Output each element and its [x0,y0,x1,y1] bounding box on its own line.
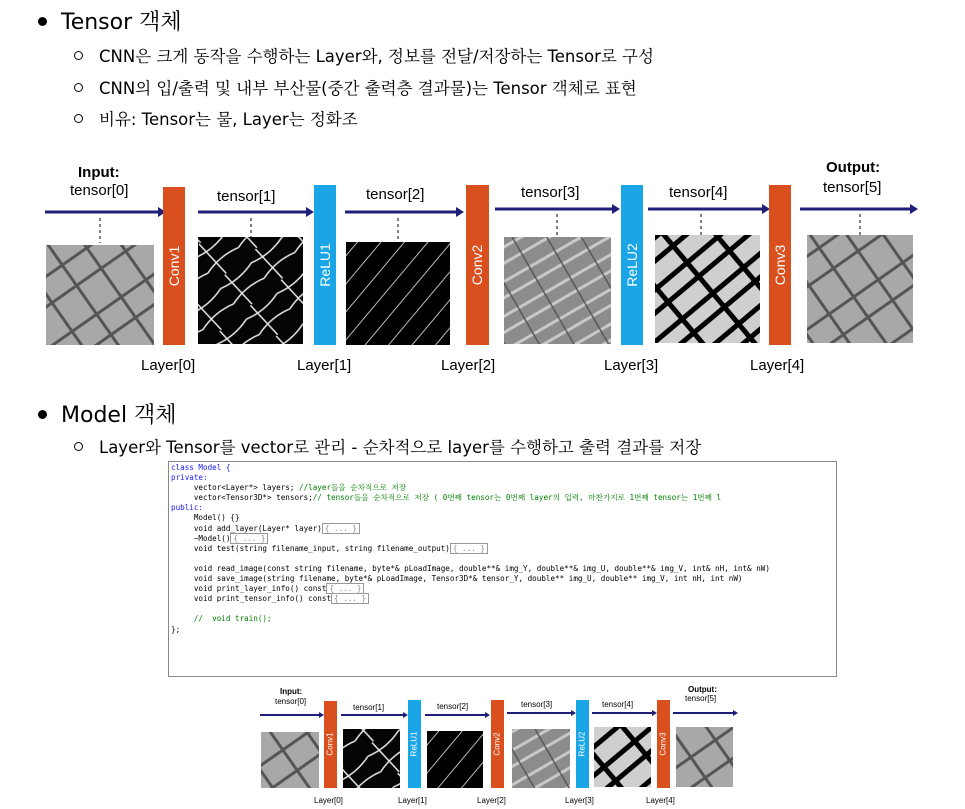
tensor-label-4: tensor[4] [669,184,728,201]
layer-name-conv3-small: Conv3 [658,732,668,756]
code-line: ~Model() [193,533,231,543]
collapsed-block[interactable]: { ... } [331,593,369,604]
tensor0-image [46,245,154,345]
bullet-ring [74,51,83,60]
code-line: vector<Layer*> layers; [193,483,300,493]
layer-index-4-small: Layer[4] [646,796,675,805]
bullet-ring [74,442,83,451]
collapsed-block[interactable]: { ... } [326,583,364,594]
input-label: Input: [78,164,120,181]
code-text [171,463,770,635]
layer-index-1-small: Layer[1] [398,796,427,805]
collapsed-block[interactable]: { ... } [322,523,360,534]
layer-index-1: Layer[1] [297,357,352,374]
sub-bullet [74,434,701,458]
tensor-label-1: tensor[1] [217,188,276,205]
output-label: Output: [826,159,881,176]
tensor-label-2: tensor[2] [366,186,425,203]
tensor1-thumb [343,729,400,788]
code-line: }; [171,624,181,634]
tensor2-image [346,242,450,345]
layer-name-conv3: Conv3 [772,244,788,286]
layer-name-conv1-small: Conv1 [325,732,335,756]
tensor-label-3-small: tensor[3] [521,700,553,709]
tensor-label-5-small: tensor[5] [685,694,717,703]
bullet-text: Layer와 Tensor를 vector로 관리 - 순차적으로 layer를 수행하고 출력 결과를 저장 [99,438,702,457]
bullet-ring [74,114,83,123]
sub-bullet [74,106,358,130]
sub-bullet [74,43,654,67]
layer-index-2-small: Layer[2] [477,796,506,805]
code-comment: // tensor들을 순차적으로 저장 ( 0번째 tensor는 0번째 layer의 입력, 마찬가지로 1번째 tensor는 1번째 l [312,493,722,503]
heading-text: Tensor 객체 [61,10,182,35]
layer-name-relu2-small: ReLU2 [577,731,587,757]
tensor4-thumb [594,727,651,787]
bullet-text: CNN은 크게 동작을 수행하는 Layer와, 정보를 전달/저장하는 Tensor로 구성 [99,47,654,66]
code-line: class Model { [171,463,231,472]
section-heading-tensor [38,5,182,36]
layer-index-4: Layer[4] [750,357,805,374]
code-line: void save_image(string filename, byte*& pLoadImage, Tensor3D*& tensor_Y, double** img_U, double** img_V, int nH, int nW) [193,574,743,584]
bullet-text: CNN의 입/출력 및 내부 부산물(중간 출력층 결과물)는 Tensor 객체로 표현 [99,79,637,98]
tensor4-image [655,235,760,343]
code-line: void print_tensor_info() const [193,594,332,604]
tensor1-image [198,237,303,344]
tensor-label-2-small: tensor[2] [437,702,469,711]
code-comment: // void train(); [193,614,272,624]
bullet-ring [74,83,83,92]
tensor5-image [807,235,913,343]
tensor3-thumb [512,729,570,788]
layer-name-relu1-small: ReLU1 [409,731,419,757]
layer-name-conv2-small: Conv2 [492,732,502,756]
collapsed-block[interactable]: { ... } [450,543,488,554]
tensor-label-0-small: tensor[0] [275,697,307,706]
layer-index-0-small: Layer[0] [314,796,343,805]
code-panel [168,461,837,677]
tensor-label-1-small: tensor[1] [353,703,385,712]
code-comment: //layer들을 순차적으로 저장 [299,483,407,493]
code-line: public: [171,503,204,513]
tensor2-thumb [427,731,483,788]
tensor3-image [504,237,611,344]
tensor5-thumb [676,727,733,787]
section-heading-model [38,398,177,429]
code-line: void add_layer(Layer* layer) [193,523,322,533]
layer-index-0: Layer[0] [141,357,196,374]
bullet-text: 비유: Tensor는 물, Layer는 정화조 [99,110,358,129]
code-line: vector<Tensor3D*> tensors; [193,493,313,503]
layer-index-3-small: Layer[3] [565,796,594,805]
tensor-label-3: tensor[3] [521,184,580,201]
tensor0-thumb [261,732,319,788]
heading-text: Model 객체 [61,403,177,428]
code-line: void print_layer_info() const [193,584,327,594]
collapsed-block[interactable]: { ... } [230,533,268,544]
layer-name-conv1: Conv1 [166,245,182,287]
tensor-label-5: tensor[5] [823,179,882,196]
layer-name-relu2: ReLU2 [624,243,640,287]
tensor-label-0: tensor[0] [70,182,129,199]
sub-bullet [74,75,637,99]
code-line: void test(string filename_input, string filename_output) [193,543,450,553]
layer-index-3: Layer[3] [604,357,659,374]
layer-name-relu1: ReLU1 [317,243,333,287]
cnn-pipeline-diagram [0,150,965,385]
code-line: Model() {} [193,513,240,523]
layer-index-2: Layer[2] [441,357,496,374]
output-label-small: Output: [688,685,717,694]
layer-name-conv2: Conv2 [469,244,485,286]
input-label-small: Input: [280,687,303,696]
tensor-label-4-small: tensor[4] [602,700,634,709]
cnn-pipeline-diagram-small [255,684,745,809]
code-line: void read_image(const string filename, byte*& pLoadImage, double**& img_Y, double**& img_U, double**& img_V, int& nH, int& nW) [193,563,770,573]
bullet-dot [38,17,47,26]
code-line: private: [171,473,208,483]
bullet-dot [38,410,47,419]
